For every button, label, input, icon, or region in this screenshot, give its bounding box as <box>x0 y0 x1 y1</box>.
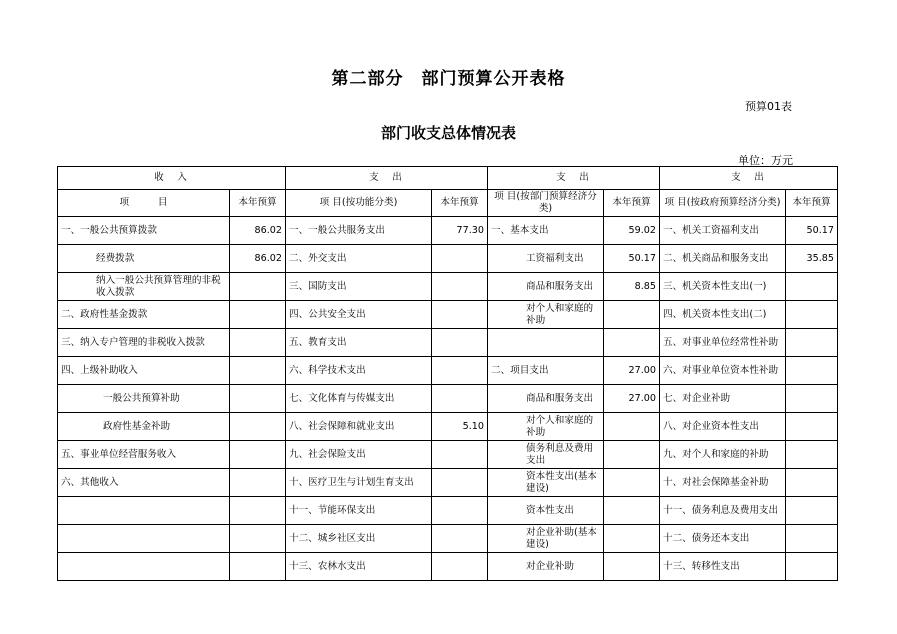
part-title: 第二部分 部门预算公开表格 <box>331 69 566 89</box>
functional-item: 九、社会保险支出 <box>286 441 432 469</box>
gov-economic-item: 十二、债务还本支出 <box>660 525 786 553</box>
dept-economic-item: 二、项目支出 <box>488 357 604 385</box>
functional-amount <box>432 245 488 273</box>
gov-economic-item: 一、机关工资福利支出 <box>660 217 786 245</box>
income-amount <box>230 301 286 329</box>
dept-economic-amount <box>604 301 660 329</box>
gov-economic-item: 五、对事业单位经常性补助 <box>660 329 786 357</box>
table-row <box>58 357 838 385</box>
functional-item: 七、文化体育与传媒支出 <box>286 385 432 413</box>
income-item: 六、其他收入 <box>58 469 230 497</box>
gov-economic-item: 十三、转移性支出 <box>660 553 786 581</box>
dept-economic-item: 商品和服务支出 <box>488 273 604 301</box>
dept-economic-amount <box>604 553 660 581</box>
table-row <box>58 329 838 357</box>
budget-table <box>57 166 838 581</box>
table-row <box>58 273 838 301</box>
dept-economic-item <box>488 329 604 357</box>
table-row <box>58 301 838 329</box>
table-row <box>58 217 838 245</box>
dept-economic-item: 资本性支出 <box>488 497 604 525</box>
gov-economic-item: 九、对个人和家庭的补助 <box>660 441 786 469</box>
table-row <box>58 469 838 497</box>
dept-economic-item: 一、基本支出 <box>488 217 604 245</box>
functional-item: 一、一般公共服务支出 <box>286 217 432 245</box>
functional-amount <box>432 553 488 581</box>
functional-amount <box>432 497 488 525</box>
income-item: 一般公共预算补助 <box>58 385 230 413</box>
functional-amount <box>432 525 488 553</box>
gov-economic-item: 二、机关商品和服务支出 <box>660 245 786 273</box>
income-amount <box>230 525 286 553</box>
gov-economic-amount <box>786 357 838 385</box>
dept-economic-amount <box>604 441 660 469</box>
functional-amount <box>432 273 488 301</box>
col-header: 项 目 <box>58 190 230 217</box>
functional-amount: 5.10 <box>432 413 488 441</box>
income-item <box>58 553 230 581</box>
income-item: 四、上级补助收入 <box>58 357 230 385</box>
gov-economic-amount <box>786 469 838 497</box>
col-header: 本年预算 <box>432 190 488 217</box>
gov-economic-item: 六、对事业单位资本性补助 <box>660 357 786 385</box>
functional-item: 五、教育支出 <box>286 329 432 357</box>
col-header: 本年预算 <box>604 190 660 217</box>
dept-economic-item: 工资福利支出 <box>488 245 604 273</box>
dept-economic-item: 对个人和家庭的补助 <box>488 413 604 441</box>
dept-economic-item: 对企业补助 <box>488 553 604 581</box>
gov-economic-amount <box>786 413 838 441</box>
expense-group-header: 支 出 <box>660 167 838 190</box>
group-header-row <box>58 167 838 190</box>
income-amount <box>230 553 286 581</box>
gov-economic-amount <box>786 441 838 469</box>
income-amount <box>230 273 286 301</box>
gov-economic-item: 七、对企业补助 <box>660 385 786 413</box>
col-header: 本年预算 <box>230 190 286 217</box>
income-item <box>58 525 230 553</box>
dept-economic-amount <box>604 525 660 553</box>
functional-item: 四、公共安全支出 <box>286 301 432 329</box>
table-row <box>58 385 838 413</box>
table-row <box>58 525 838 553</box>
gov-economic-amount <box>786 525 838 553</box>
dept-economic-amount: 8.85 <box>604 273 660 301</box>
gov-economic-item: 十、对社会保障基金补助 <box>660 469 786 497</box>
dept-economic-amount <box>604 469 660 497</box>
functional-amount <box>432 301 488 329</box>
dept-economic-item: 资本性支出(基本建设) <box>488 469 604 497</box>
income-amount <box>230 497 286 525</box>
income-amount <box>230 357 286 385</box>
functional-item: 二、外交支出 <box>286 245 432 273</box>
dept-economic-amount <box>604 413 660 441</box>
gov-economic-amount: 35.85 <box>786 245 838 273</box>
table-row <box>58 497 838 525</box>
dept-economic-amount: 50.17 <box>604 245 660 273</box>
expense-group-header: 支 出 <box>488 167 660 190</box>
table-row <box>58 553 838 581</box>
income-item: 五、事业单位经营服务收入 <box>58 441 230 469</box>
functional-item: 十三、农林水支出 <box>286 553 432 581</box>
gov-economic-item: 四、机关资本性支出(二) <box>660 301 786 329</box>
gov-economic-item: 三、机关资本性支出(一) <box>660 273 786 301</box>
col-header: 项 目(按功能分类) <box>286 190 432 217</box>
col-header: 本年预算 <box>786 190 838 217</box>
gov-economic-amount: 50.17 <box>786 217 838 245</box>
dept-economic-amount <box>604 329 660 357</box>
income-item: 经费拨款 <box>58 245 230 273</box>
expense-group-header: 支 出 <box>286 167 488 190</box>
dept-economic-item: 债务利息及费用支出 <box>488 441 604 469</box>
col-header: 项 目(按政府预算经济分类) <box>660 190 786 217</box>
gov-economic-amount <box>786 273 838 301</box>
dept-economic-item: 对个人和家庭的补助 <box>488 301 604 329</box>
gov-economic-amount <box>786 553 838 581</box>
col-header: 项 目(按部门预算经济分类) <box>488 190 604 217</box>
gov-economic-amount <box>786 497 838 525</box>
income-amount <box>230 329 286 357</box>
gov-economic-item: 十一、债务利息及费用支出 <box>660 497 786 525</box>
dept-economic-amount: 27.00 <box>604 357 660 385</box>
functional-amount <box>432 357 488 385</box>
income-item <box>58 497 230 525</box>
income-item: 纳入一般公共预算管理的非税收入拨款 <box>58 273 230 301</box>
functional-item: 十一、节能环保支出 <box>286 497 432 525</box>
gov-economic-amount <box>786 385 838 413</box>
income-amount: 86.02 <box>230 217 286 245</box>
income-item: 二、政府性基金拨款 <box>58 301 230 329</box>
income-item: 三、纳入专户管理的非税收入拨款 <box>58 329 230 357</box>
table-row <box>58 245 838 273</box>
table-row <box>58 413 838 441</box>
functional-item: 八、社会保障和就业支出 <box>286 413 432 441</box>
functional-amount <box>432 469 488 497</box>
income-item: 一、一般公共预算拨款 <box>58 217 230 245</box>
functional-amount <box>432 329 488 357</box>
dept-economic-amount: 27.00 <box>604 385 660 413</box>
income-amount <box>230 385 286 413</box>
functional-amount <box>432 441 488 469</box>
table-row <box>58 441 838 469</box>
gov-economic-amount <box>786 329 838 357</box>
income-amount <box>230 441 286 469</box>
column-header-row <box>58 190 838 217</box>
form-number: 预算01表 <box>745 100 792 113</box>
income-item: 政府性基金补助 <box>58 413 230 441</box>
functional-item: 十二、城乡社区支出 <box>286 525 432 553</box>
dept-economic-item: 对企业补助(基本建设) <box>488 525 604 553</box>
dept-economic-amount <box>604 497 660 525</box>
income-group-header: 收 入 <box>58 167 286 190</box>
dept-economic-item: 商品和服务支出 <box>488 385 604 413</box>
income-amount <box>230 413 286 441</box>
functional-amount <box>432 385 488 413</box>
page-title: 部门收支总体情况表 <box>380 124 516 142</box>
functional-item: 六、科学技术支出 <box>286 357 432 385</box>
unit-label: 单位：万元 <box>738 154 793 167</box>
gov-economic-amount <box>786 301 838 329</box>
functional-amount: 77.30 <box>432 217 488 245</box>
dept-economic-amount: 59.02 <box>604 217 660 245</box>
functional-item: 十、医疗卫生与计划生育支出 <box>286 469 432 497</box>
functional-item: 三、国防支出 <box>286 273 432 301</box>
gov-economic-item: 八、对企业资本性支出 <box>660 413 786 441</box>
income-amount <box>230 469 286 497</box>
income-amount: 86.02 <box>230 245 286 273</box>
